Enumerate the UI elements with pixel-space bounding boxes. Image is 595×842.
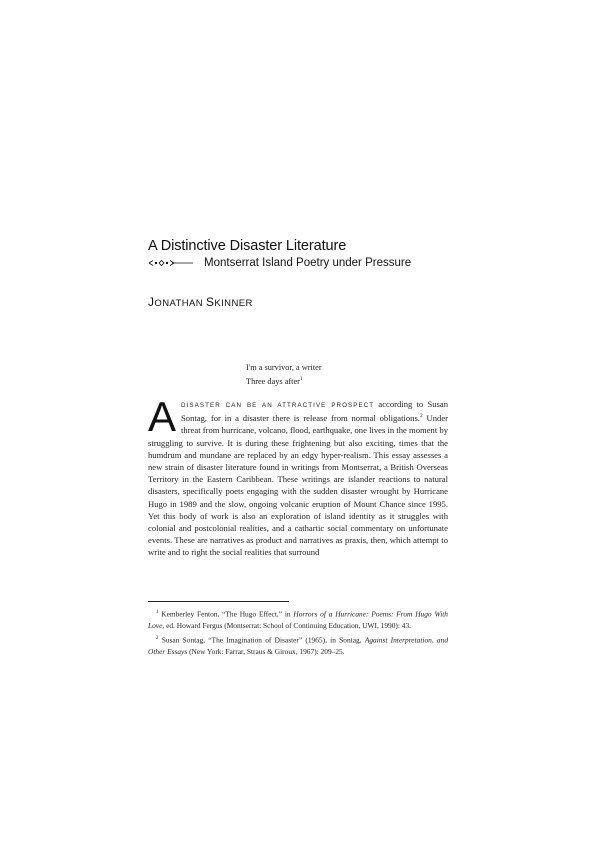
author-first-rest: ONATHAN	[154, 298, 203, 309]
footnote-book-title: Horrors of a Hurricane: Poems: From Hugo With Love	[148, 609, 448, 630]
body-text-part-2: Under threat from hurricane, volcano, flood, earthquake, one lives in the moment by struggling to survive. It is during these frightening but also exciting, times that the humdrum and mundane are replaced by an edgy hyper-realism. This essay assesses a new strain of disaster literature found in writings from Montserrat, a British Overseas Territory in the Eastern Caribbean. These writings are islander reactions to natural disasters, specifically poets engaging with the sudden disaster wrought by Hurricane Hugo in 1989 and the slow, ongoing volcanic eruption of Mount Chance since 1995. Yet this body of work is also an exploration of island identity as it struggles with colonial and postcolonial realities, and a cathartic social commentary on unfortunate events. These are narratives as product and narratives as praxis, then, which attempt to write and to right the social realities that surround	[148, 413, 448, 558]
body-text-part-1: according to Susan Sontag, for in a disaster there is release from normal obligations.	[181, 399, 448, 424]
footnote-ref-1[interactable]: 1	[299, 375, 303, 382]
footnote-text: , ed. Howard Fergus (Montserrat: School of Continuing Education, UWI, 1990): 43.	[162, 620, 412, 630]
body-paragraph	[148, 393, 448, 559]
footnote-text: Susan Sontag, “The Imagination of Disaster” (1965), in Sontag,	[158, 635, 365, 645]
footnote-text: (New York: Farrar, Straus & Giroux, 1967): 209–25.	[187, 647, 345, 657]
author-last-rest: KINNER	[214, 298, 253, 309]
epigraph-line-2-text: Three days after	[246, 376, 300, 386]
author-first-initial: J	[148, 295, 155, 309]
author-last-initial: S	[206, 295, 215, 309]
footnote-number: 1	[156, 610, 159, 615]
fleuron-rule-icon	[148, 259, 194, 267]
footnote-ref-2[interactable]: 2	[419, 413, 423, 420]
footnote-text: Kemberley Fenton, “The Hugo Effect,” in	[158, 609, 294, 619]
lead-in-smallcaps: DISASTER CAN BE AN ATTRACTIVE PROSPECT	[181, 402, 375, 409]
footnote-book-title: Against Interpretation, and Other Essays	[148, 635, 449, 657]
epigraph	[246, 362, 322, 387]
author-name	[148, 295, 253, 309]
drop-cap: A	[148, 393, 177, 440]
footnote-2	[148, 633, 448, 657]
article-subtitle: Montserrat Island Poetry under Pressure	[204, 257, 412, 269]
footnote-separator	[148, 601, 289, 602]
footnote-number: 2	[156, 636, 159, 642]
epigraph-line-2	[246, 374, 322, 387]
subtitle-row	[148, 257, 411, 269]
footnote-1	[148, 607, 448, 631]
article-title: A Distinctive Disaster Literature	[148, 238, 347, 254]
footnotes	[148, 607, 448, 660]
epigraph-line-1: I'm a survivor, a writer	[246, 363, 322, 372]
